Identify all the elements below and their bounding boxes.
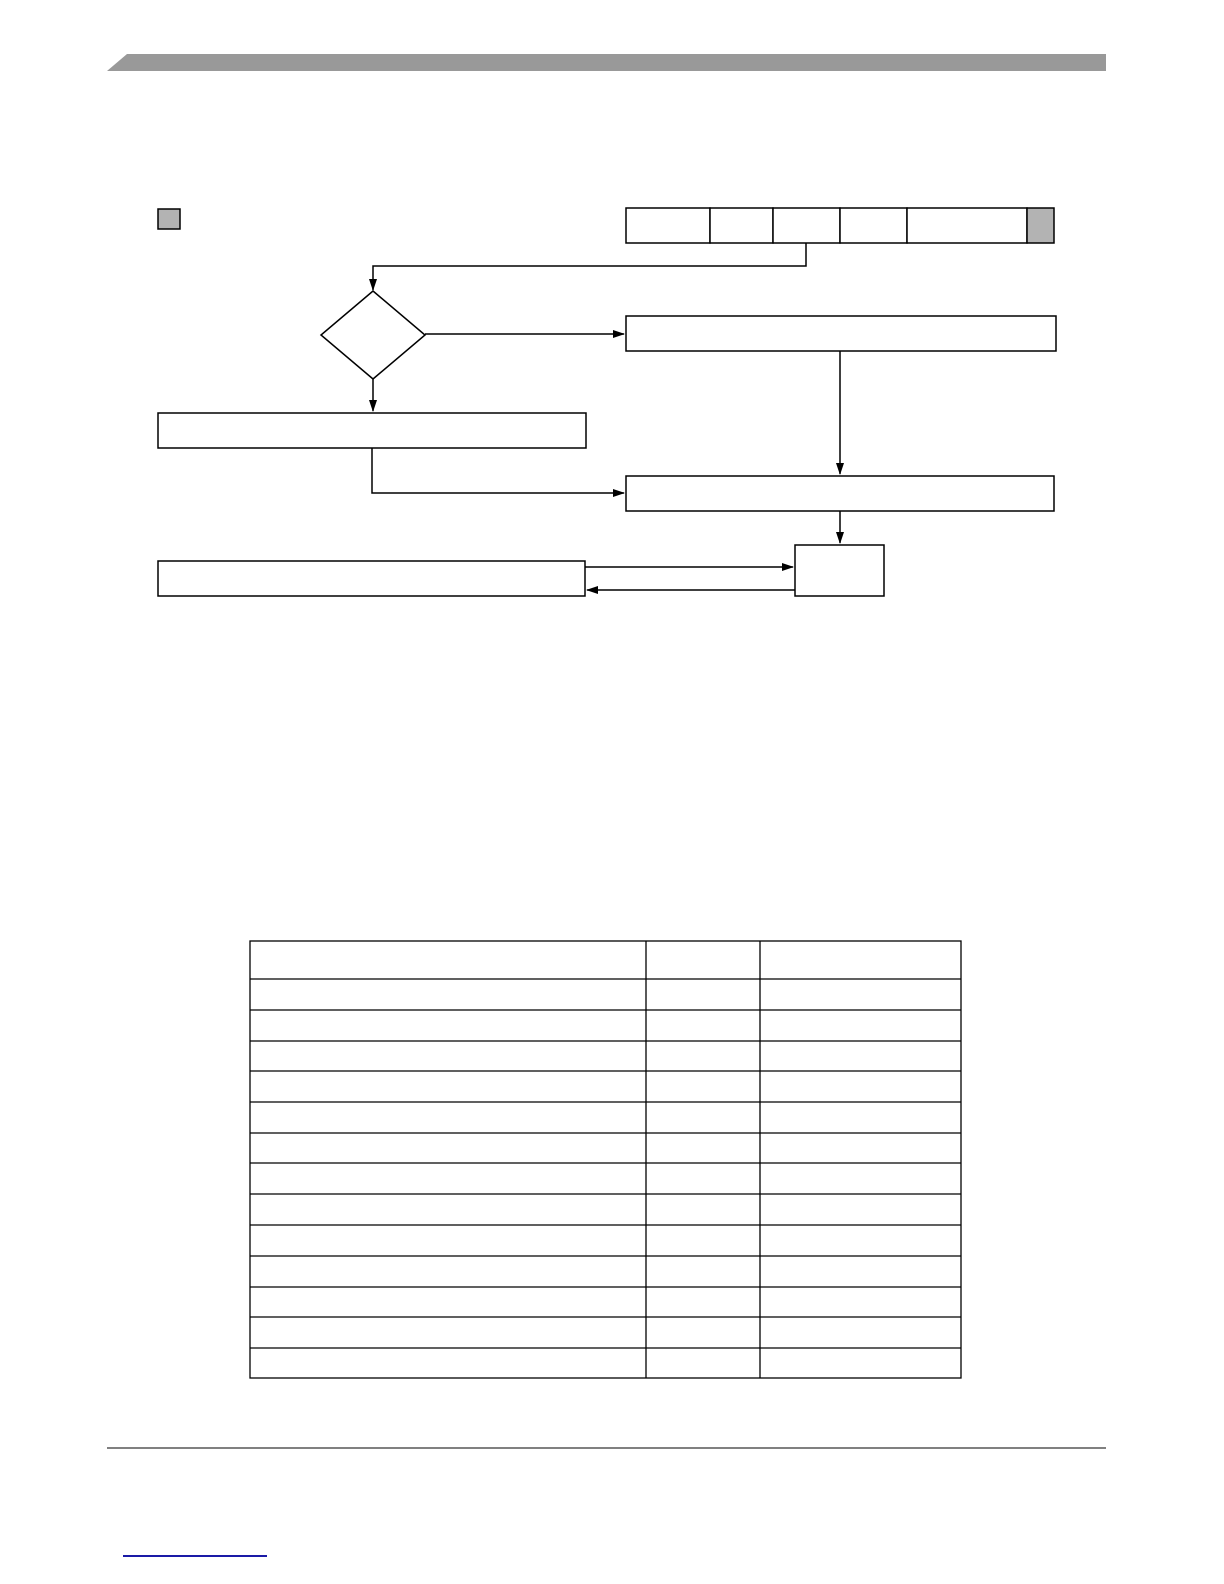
register-field-6-shaded [1027, 208, 1054, 243]
register-field-5 [907, 208, 1027, 243]
data-table [250, 941, 961, 1378]
table-border [250, 941, 961, 1378]
small-box [795, 545, 884, 596]
process-box-left [158, 413, 586, 448]
register-diagram [626, 208, 1054, 243]
header-bar [107, 54, 1106, 71]
connector-left-to-right-middle [372, 448, 624, 493]
process-box-bottom-left [158, 561, 585, 596]
process-box-right-middle [626, 476, 1054, 511]
register-field-2 [710, 208, 773, 243]
process-box-right-top [626, 316, 1056, 351]
register-field-4 [840, 208, 907, 243]
register-field-1 [626, 208, 710, 243]
footer-link-underline[interactable] [123, 1555, 267, 1557]
decision-diamond [321, 291, 425, 379]
connector-register-to-decision [373, 243, 806, 290]
legend-shaded-square [158, 209, 180, 229]
register-field-3 [773, 208, 840, 243]
